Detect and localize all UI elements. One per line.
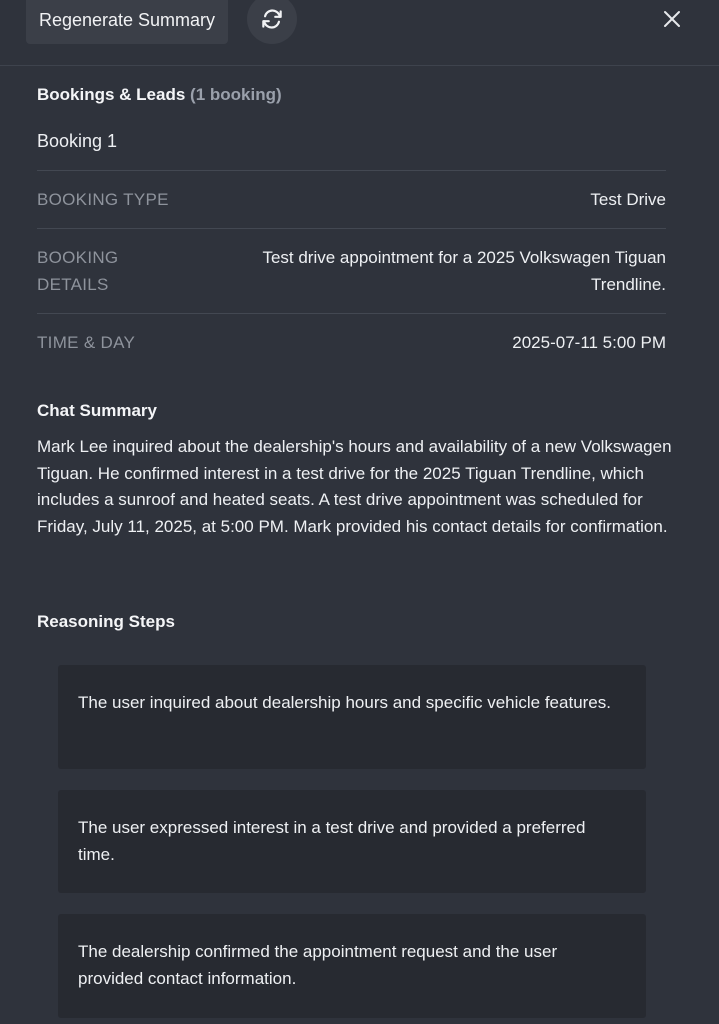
reasoning-step-text: The user inquired about dealership hours and specific vehicle features. xyxy=(78,693,611,712)
chat-summary-title: Chat Summary xyxy=(37,401,157,420)
chat-summary-text: Mark Lee inquired about the dealership's hours and availability of a new Volkswagen Tiguan. He confirmed interest in a test drive for the 2025 Tiguan Trendline, which includes a sunroof and heated seats. A test drive appointment was scheduled for Friday, July 11, 2025, at 5:00 PM. Mark provided his contact details for confirmation. xyxy=(37,437,672,536)
reasoning-step-card xyxy=(58,790,646,893)
booking-label: Booking 1 xyxy=(37,131,118,151)
summary-toolbar xyxy=(0,0,719,66)
refresh-icon xyxy=(259,6,285,32)
reasoning-step-text: The dealership confirmed the appointment request and the user provided contact information. xyxy=(78,942,558,988)
time-day-key: TIME & DAY xyxy=(37,333,136,352)
booking-details-key: BOOKING DETAILS xyxy=(37,248,119,294)
booking-type-value: Test Drive xyxy=(590,190,666,209)
divider xyxy=(37,228,666,229)
time-day-value: 2025-07-11 5:00 PM xyxy=(512,333,666,352)
reasoning-steps-title: Reasoning Steps xyxy=(37,612,175,631)
reasoning-step-text: The user expressed interest in a test drive and provided a preferred time. xyxy=(78,818,586,864)
booking-type-key: BOOKING TYPE xyxy=(37,190,169,209)
close-icon xyxy=(663,10,681,28)
reasoning-step-card xyxy=(58,914,646,1018)
close-button[interactable] xyxy=(660,7,684,31)
refresh-button[interactable] xyxy=(247,0,297,44)
divider xyxy=(37,313,666,314)
booking-count: (1 booking) xyxy=(190,85,282,104)
bookings-section-title xyxy=(37,85,282,105)
bookings-title: Bookings & Leads xyxy=(37,85,186,104)
divider xyxy=(37,170,666,171)
regenerate-summary-button[interactable]: Regenerate Summary xyxy=(26,0,228,44)
reasoning-step-card xyxy=(58,665,646,769)
booking-details-value: Test drive appointment for a 2025 Volkswagen Tiguan Trendline. xyxy=(262,248,666,294)
